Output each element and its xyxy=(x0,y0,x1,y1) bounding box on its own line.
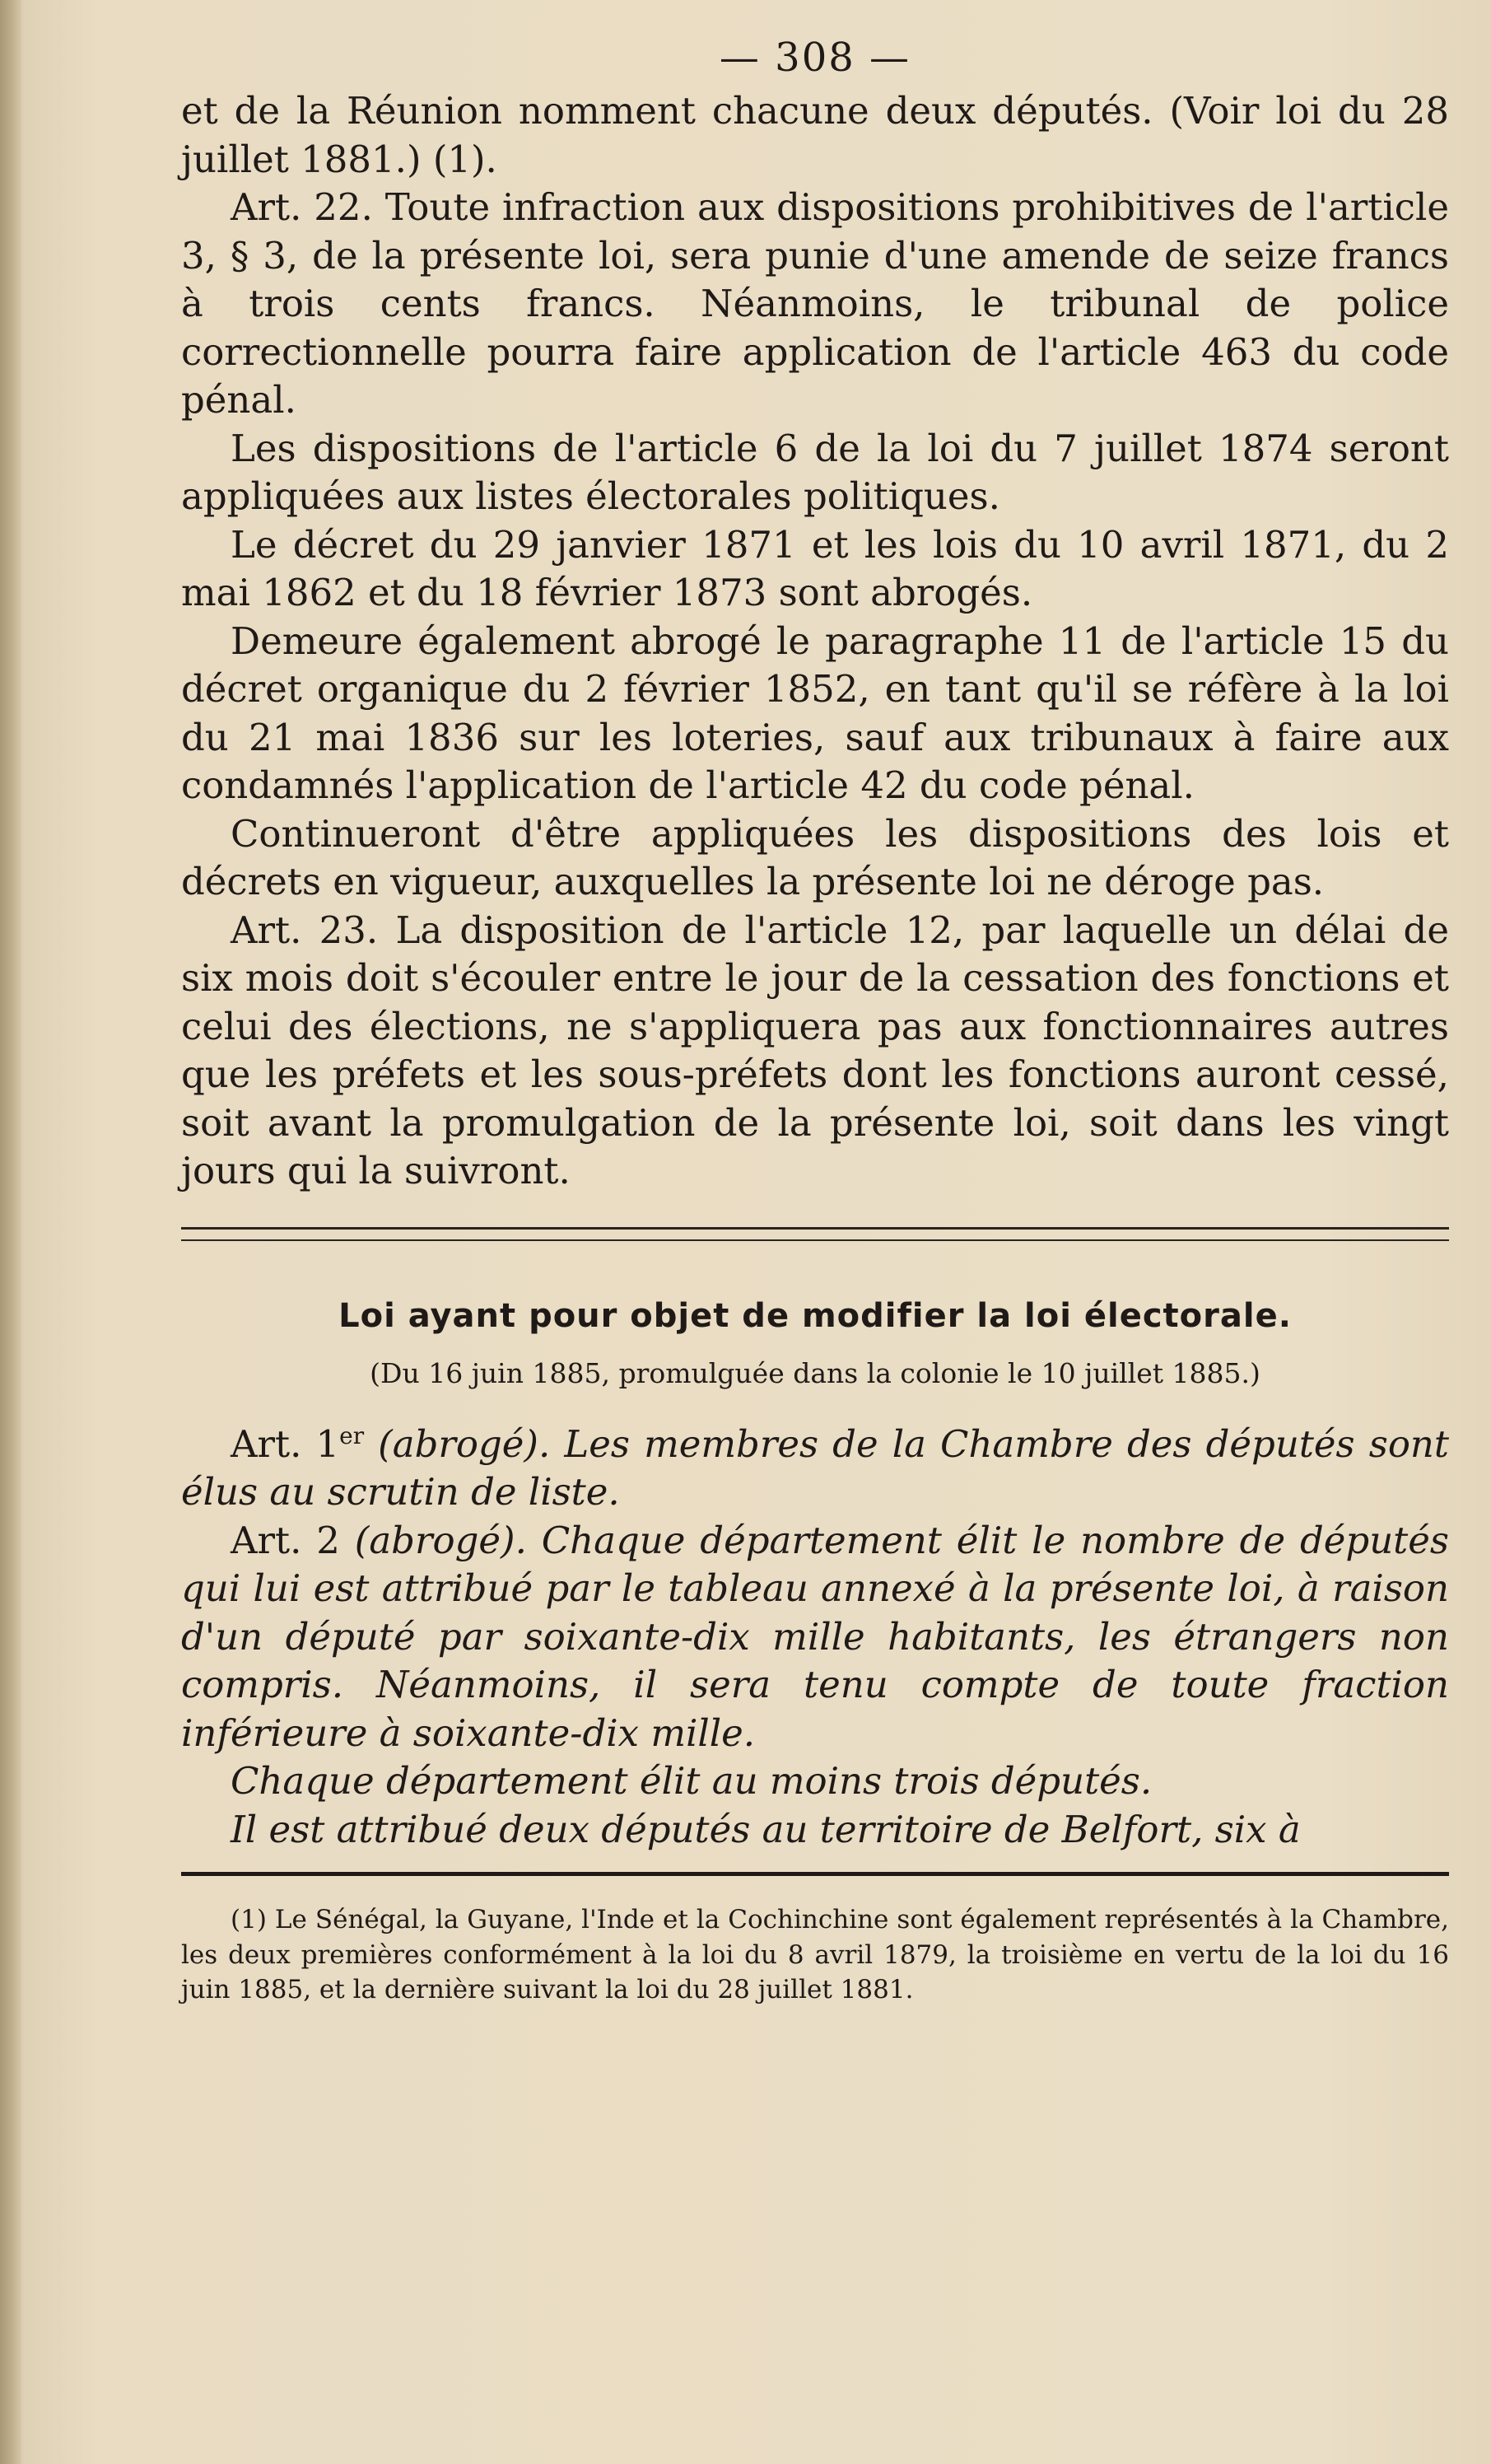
article-2-paragraph-minimum: Chaque département élit au moins trois députés. xyxy=(231,1759,1153,1803)
body-paragraph-dispositions: Les dispositions de l'article 6 de la loi du 7 juillet 1874 seront appliquées aux listes électorales politiques. xyxy=(181,426,1449,518)
body-paragraph-article-23: Art. 23. La disposition de l'article 12, par laquelle un délai de six mois doit s'écouler entre le jour de la cessation des fonctions et celui des élections, ne s'appliquera pas aux fonctionnaires autres que les préfets et les sous-préfets dont les fonctions auront cessé, soit avant la promulgation de la présente loi, soit dans les vingt jours qui la suivront. xyxy=(181,908,1449,1192)
article-2-number: Art. 2 xyxy=(231,1518,340,1562)
footnote-divider xyxy=(181,1872,1449,1876)
article-1 xyxy=(181,1412,1449,1517)
body-paragraph-continuation: et de la Réunion nomment chacune deux députés. (Voir loi du 28 juillet 1881.) (1). xyxy=(181,89,1449,181)
article-1-text: (abrogé). Les membres de la Chambre des députés sont élus au scrutin de liste. xyxy=(181,1421,1449,1514)
law-articles xyxy=(181,1412,1449,1855)
law-subtitle: (Du 16 juin 1885, promulguée dans la colonie le 10 juillet 1885.) xyxy=(370,1356,1260,1389)
body-text xyxy=(181,87,1449,1196)
article-2-paragraph-belfort: Il est attribué deux députés au territoire de Belfort, six à xyxy=(231,1807,1301,1851)
page-binding-edge xyxy=(0,0,21,2464)
body-paragraph-article-22: Art. 22. Toute infraction aux dispositions prohibitives de l'article 3, § 3, de la présente loi, sera punie d'une amende de seize francs à trois cents francs. Néanmoins, le tribunal de police correctionnelle pourra faire application de l'article 463 du code pénal. xyxy=(181,185,1449,422)
page-number: — 308 — xyxy=(719,35,911,81)
article-2-text: (abrogé). Chaque département élit le nombre de députés qui lui est attribué par le tableau annexé à la présente loi, à raison d'un député par soixante-dix mille habitants, les étrangers non compris. Néanmoins, il sera tenu compte de toute fraction inférieure à soixante-dix mille. xyxy=(181,1518,1449,1755)
article-1-superscript: er xyxy=(339,1421,365,1449)
body-paragraph-abrogations: Le décret du 29 janvier 1871 et les lois du 10 avril 1871, du 2 mai 1862 et du 18 février 1873 sont abrogés. xyxy=(181,522,1449,614)
footnote xyxy=(181,1902,1449,2008)
footnote-text: (1) Le Sénégal, la Guyane, l'Inde et la Cochinchine sont également représentés à la Chambre, les deux premières conformément à la loi du 8 avril 1879, la troisième en vertu de la loi du 16 juin 1885, et la dernière suivant la loi du 28 juillet 1881. xyxy=(181,1905,1449,2004)
page-content xyxy=(181,31,1449,2008)
law-title: Loi ayant pour objet de modifier la loi électorale. xyxy=(338,1296,1292,1335)
body-paragraph-demeure: Demeure également abrogé le paragraphe 11 de l'article 15 du décret organique du 2 février 1852, en tant qu'il se réfère à la loi du 21 mai 1836 sur les loteries, sauf aux tribunaux à faire aux condamnés l'application de l'article 42 du code pénal. xyxy=(181,618,1449,807)
article-2 xyxy=(181,1517,1449,1758)
section-divider-double-rule xyxy=(181,1227,1449,1241)
body-paragraph-continueront: Continueront d'être appliquées les dispositions des lois et décrets en vigueur, auxquelles la présente loi ne déroge pas. xyxy=(181,811,1449,903)
article-1-number: Art. 1 xyxy=(231,1421,340,1466)
